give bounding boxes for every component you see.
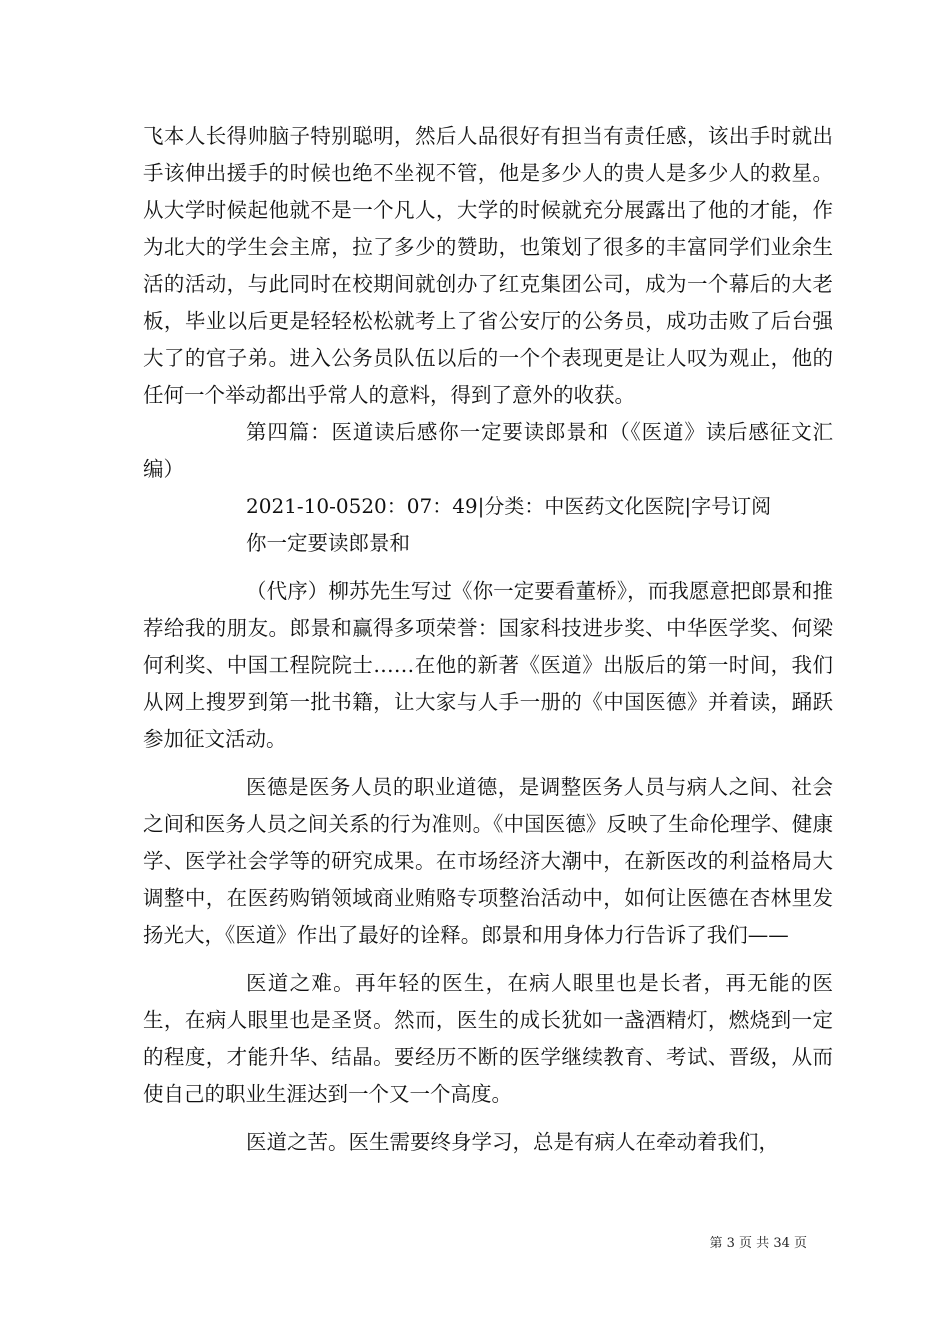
paragraph-difficulty: 医道之难。再年轻的医生，在病人眼里也是长者，再无能的医生，在病人眼里也是圣贤。然而，医生的成长犹如一盏酒精灯，燃烧到一定的程度，才能升华、结晶。要经历不断的医学继续教育、考试、晋级，从而使自己的职业生涯达到一个又一个高度。 xyxy=(143,971,833,1106)
paragraph-medical-ethics: 医德是医务人员的职业道德，是调整医务人员与病人之间、社会之间和医务人员之间关系的行为准则。《中国医德》反映了生命伦理学、健康学、医学社会学等的研究成果。在市场经济大潮中，在新医改的利益格局大调整中，在医药购销领域商业贿赂专项整治活动中，如何让医德在杏林里发扬光大，《医道》作出了最好的诠释。郎景和用身体力行告诉了我们—— xyxy=(143,775,833,947)
page-number-footer: 第 3 页 共 34 页 xyxy=(709,1236,807,1251)
article-subtitle: 你一定要读郎景和 xyxy=(246,531,410,555)
document-body xyxy=(143,118,833,1161)
paragraph-preface: （代序）柳苏先生写过《你一定要看董桥》，而我愿意把郎景和推荐给我的朋友。郎景和赢得多项荣誉：国家科技进步奖、中华医学奖、何梁何利奖、中国工程院院士……在他的新著《医道》出版后的第一时间，我们从网上搜罗到第一批书籍，让大家与人手一册的《中国医德》并着读，踊跃参加征文活动。 xyxy=(143,579,833,751)
post-meta-line: 2021-10-0520：07：49|分类：中医药文化医院|字号订阅 xyxy=(246,494,772,518)
paragraph-hardship: 医道之苦。医生需要终身学习，总是有病人在牵动着我们， xyxy=(246,1130,779,1154)
paragraph-continuation: 飞本人长得帅脑子特别聪明，然后人品很好有担当有责任感，该出手时就出手该伸出援手的时候也绝不坐视不管，他是多少人的贵人是多少人的救星。从大学时候起他就不是一个凡人，大学的时候就充分展露出了他的才能，作为北大的学生会主席，拉了多少的赞助，也策划了很多的丰富同学们业余生活的活动，与此同时在校期间就创办了红克集团公司，成为一个幕后的大老板，毕业以后更是轻轻松松就考上了省公安厅的公务员，成功击败了后台强大了的官子弟。进入公务员队伍以后的一个个表现更是让人叹为观止，他的任何一个举动都出乎常人的意料，得到了意外的收获。 xyxy=(143,124,833,407)
section-heading: 第四篇：医道读后感你一定要读郎景和（《医道》读后感征文汇编） xyxy=(143,420,833,481)
